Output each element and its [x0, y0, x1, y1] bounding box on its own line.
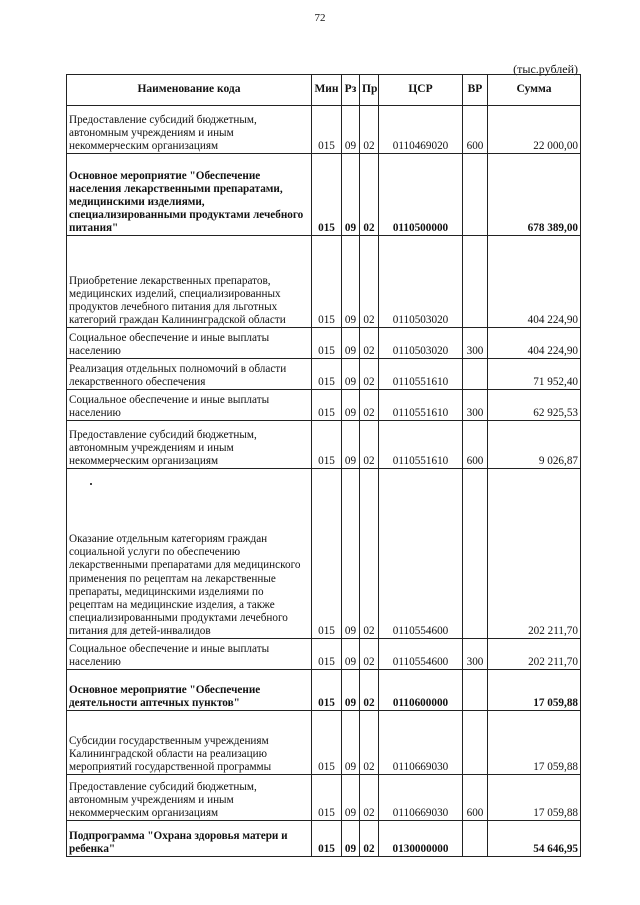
row-sum: 404 224,90: [488, 328, 581, 359]
table-row: [67, 359, 581, 390]
header-min: Мин: [312, 75, 342, 106]
row-min: 015: [312, 639, 342, 670]
row-pr: 02: [360, 359, 379, 390]
row-pr: 02: [360, 236, 379, 328]
row-rz: 09: [342, 106, 360, 154]
table-row: [67, 106, 581, 154]
row-sum: 17 059,88: [488, 670, 581, 711]
table-row: [67, 670, 581, 711]
row-name: Основное мероприятие "Обеспечение деятельности аптечных пунктов": [67, 670, 312, 711]
header-rz: Рз: [342, 75, 360, 106]
row-name: Подпрограмма "Охрана здоровья матери и ребенка": [67, 821, 312, 857]
row-name: Реализация отдельных полномочий в области лекарственного обеспечения: [67, 359, 312, 390]
row-vr: 600: [463, 106, 488, 154]
row-rz: 09: [342, 236, 360, 328]
row-vr: [463, 359, 488, 390]
row-min: 015: [312, 154, 342, 236]
row-min: 015: [312, 390, 342, 421]
row-csr: 0110669030: [379, 775, 463, 821]
row-sum: 17 059,88: [488, 775, 581, 821]
row-pr: 02: [360, 711, 379, 775]
row-vr: 300: [463, 639, 488, 670]
row-vr: 600: [463, 775, 488, 821]
row-pr: 02: [360, 821, 379, 857]
row-min: 015: [312, 359, 342, 390]
row-pr: 02: [360, 390, 379, 421]
row-vr: [463, 670, 488, 711]
row-rz: 09: [342, 469, 360, 639]
row-min: 015: [312, 236, 342, 328]
row-name: Основное мероприятие "Обеспечение населения лекарственными препаратами, медицинскими изделиями, специализированными продуктами лечебного питания": [67, 154, 312, 236]
row-vr: 300: [463, 328, 488, 359]
header-name: Наименование кода: [67, 75, 312, 106]
row-vr: [463, 711, 488, 775]
table-row: [67, 236, 581, 328]
row-csr: 0110551610: [379, 359, 463, 390]
row-min: 015: [312, 106, 342, 154]
row-name: Социальное обеспечение и иные выплаты населению: [67, 390, 312, 421]
table-row: [67, 390, 581, 421]
row-pr: 02: [360, 469, 379, 639]
table-row: [67, 775, 581, 821]
header-vr: ВР: [463, 75, 488, 106]
row-name: Оказание отдельным категориям граждан социальной услуги по обеспечению лекарственными препаратами для медицинского применения по рецептам на лекарственные препараты, медицинскими изделиями по рецептам на медицинские изделия, а также специализированными продуктами лечебного питания для детей-инвалидов: [67, 469, 312, 639]
row-name: Предоставление субсидий бюджетным, автономным учреждениям и иным некоммерческим организациям: [67, 421, 312, 469]
table-row: [67, 821, 581, 857]
table-row: [67, 711, 581, 775]
row-min: 015: [312, 421, 342, 469]
row-csr: 0110669030: [379, 711, 463, 775]
row-vr: 600: [463, 421, 488, 469]
row-min: 015: [312, 469, 342, 639]
header-row: [67, 75, 581, 106]
row-name: Социальное обеспечение и иные выплаты населению: [67, 328, 312, 359]
row-sum: 17 059,88: [488, 711, 581, 775]
row-rz: 09: [342, 328, 360, 359]
table-row: [67, 421, 581, 469]
row-min: 015: [312, 328, 342, 359]
row-csr: 0110600000: [379, 670, 463, 711]
row-csr: 0110503020: [379, 328, 463, 359]
row-rz: 09: [342, 775, 360, 821]
row-rz: 09: [342, 154, 360, 236]
page-number: 72: [314, 12, 326, 24]
table-row: [67, 639, 581, 670]
row-name: Субсидии государственным учреждениям Калининградской области на реализацию мероприятий государственной программы: [67, 711, 312, 775]
row-csr: 0110554600: [379, 469, 463, 639]
budget-table: [66, 74, 581, 857]
row-vr: [463, 469, 488, 639]
row-sum: 9 026,87: [488, 421, 581, 469]
row-pr: 02: [360, 639, 379, 670]
row-rz: 09: [342, 390, 360, 421]
scan-speck: [90, 483, 92, 485]
row-csr: 0110551610: [379, 421, 463, 469]
row-name: Предоставление субсидий бюджетным, автономным учреждениям и иным некоммерческим организациям: [67, 775, 312, 821]
row-sum: 202 211,70: [488, 639, 581, 670]
units-label: (тыс.рублей): [513, 62, 578, 76]
row-csr: 0110554600: [379, 639, 463, 670]
header-pr: Пр: [360, 75, 379, 106]
table-row: [67, 154, 581, 236]
row-sum: 62 925,53: [488, 390, 581, 421]
row-rz: 09: [342, 359, 360, 390]
row-min: 015: [312, 711, 342, 775]
row-vr: [463, 154, 488, 236]
row-min: 015: [312, 775, 342, 821]
row-csr: 0110500000: [379, 154, 463, 236]
row-pr: 02: [360, 670, 379, 711]
row-sum: 202 211,70: [488, 469, 581, 639]
row-csr: 0110551610: [379, 390, 463, 421]
header-sum: Сумма: [488, 75, 581, 106]
row-pr: 02: [360, 154, 379, 236]
row-sum: 71 952,40: [488, 359, 581, 390]
row-csr: 0130000000: [379, 821, 463, 857]
row-rz: 09: [342, 670, 360, 711]
row-rz: 09: [342, 639, 360, 670]
row-csr: 0110469020: [379, 106, 463, 154]
row-sum: 54 646,95: [488, 821, 581, 857]
row-pr: 02: [360, 106, 379, 154]
row-min: 015: [312, 821, 342, 857]
row-min: 015: [312, 670, 342, 711]
row-name: Социальное обеспечение и иные выплаты населению: [67, 639, 312, 670]
row-pr: 02: [360, 328, 379, 359]
row-sum: 404 224,90: [488, 236, 581, 328]
row-name: Приобретение лекарственных препаратов, медицинских изделий, специализированных продуктов лечебного питания для льготных категорий граждан Калининградской области: [67, 236, 312, 328]
table-row: [67, 328, 581, 359]
row-vr: 300: [463, 390, 488, 421]
table-row: [67, 469, 581, 639]
row-csr: 0110503020: [379, 236, 463, 328]
header-csr: ЦСР: [379, 75, 463, 106]
row-vr: [463, 821, 488, 857]
row-pr: 02: [360, 421, 379, 469]
row-rz: 09: [342, 821, 360, 857]
row-sum: 22 000,00: [488, 106, 581, 154]
row-rz: 09: [342, 421, 360, 469]
row-vr: [463, 236, 488, 328]
row-pr: 02: [360, 775, 379, 821]
row-sum: 678 389,00: [488, 154, 581, 236]
row-name: Предоставление субсидий бюджетным, автономным учреждениям и иным некоммерческим организациям: [67, 106, 312, 154]
row-rz: 09: [342, 711, 360, 775]
